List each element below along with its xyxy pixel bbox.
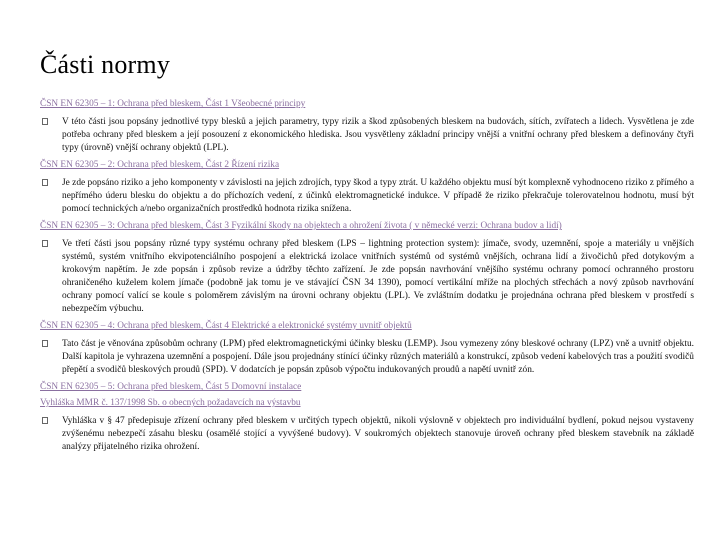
section-2-bullet-item xyxy=(40,177,694,216)
section-2-heading-link[interactable]: ČSN EN 62305 – 2: Ochrana před bleskem, Část 2 Řízení rizika xyxy=(40,160,280,170)
section-1-text: V této části jsou popsány jednotlivé typy blesků a jejich parametry, typy rizik a škod způsobených bleskem na budovách, sítích, zvířatech a lidech. Vysvětlena je zde potřeba ochrany před bleskem a její posouzení z ekonomického hlediska. Jsou vysvětleny základní principy vnější a vnitřní ochrany před bleskem a definovány čtyři typy (úrovně) vnější ochrany objektů (LPL). xyxy=(62,117,694,153)
section-3-bullet-item xyxy=(40,238,694,316)
slide-content xyxy=(40,98,694,458)
section-4-heading-link[interactable]: ČSN EN 62305 – 4: Ochrana před bleskem, Část 4 Elektrické a elektronické systémy uvnitř objektů xyxy=(40,321,412,331)
section-2-text: Je zde popsáno riziko a jeho komponenty v závislosti na jejich zdrojích, typy škod a typy ztrát. U každého objektu musí být komplexně vyhodnoceno riziko z přímého a nepřímého úderu blesku do objektu a do příchozích vedení, z účinků elektromagnetické indukce. V případě že riziko překračuje tolerovatelnou hodnotu, musí být pomocí technických a/nebo organizačních prostředků hodnota rizika snížena. xyxy=(62,178,694,214)
section-3-heading-link[interactable]: ČSN EN 62305 – 3: Ochrana před bleskem, Část 3 Fyzikální škody na objektech a ohrožení života ( v německé verzi: Ochrana budov a lidí) xyxy=(40,221,562,231)
square-bullet-icon xyxy=(40,116,62,128)
page-title: Části normy xyxy=(40,50,171,79)
square-bullet-icon xyxy=(40,238,62,250)
square-bullet-icon xyxy=(40,415,62,427)
section-5-text: Vyhláška v § 47 předepisuje zřízení ochrany před bleskem v určitých typech objektů, nikoli výslovně v objektech pro individuální bydlení, pokud nejsou vystaveny zvýšenému nebezpečí zásahu blesku (osamělé stojící a vyvýšené budovy). V soukromých objektech stanovuje úroveň ochrany před bleskem stavebník na základě analýzy přijatelného rizika ohrožení. xyxy=(62,416,694,452)
section-5-heading-link[interactable]: ČSN EN 62305 – 5: Ochrana před bleskem, Část 5 Domovní instalace xyxy=(40,382,302,392)
section-5-subheading-link[interactable]: Vyhláška MMR č. 137/1998 Sb. o obecných požadavcích na výstavbu xyxy=(40,398,301,408)
square-bullet-icon xyxy=(40,338,62,350)
section-1-bullet-item xyxy=(40,116,694,155)
section-1-heading-link[interactable]: ČSN EN 62305 – 1: Ochrana před bleskem, Část 1 Všeobecné principy xyxy=(40,99,306,109)
square-bullet-icon xyxy=(40,177,62,189)
section-4-text: Tato část je věnována způsobům ochrany (LPM) před elektromagnetickými účinky blesku (LEMP). Jsou vymezeny zóny bleskové ochrany (LPZ) vně a uvnitř objektu. Další kapitola je vyhrazena uzemnění a pospojení. Dále jsou projednány stínící účinky různých materiálů a konstrukcí, způsob vedení kabelových tras a použití svodičů přepětí a svodičů bleskových proudů (SPD). V dodatcích je popsán způsob výpočtu indukovaných proudů a napětí uvnitř zón. xyxy=(62,339,694,375)
section-3-text: Ve třetí části jsou popsány různé typy systému ochrany před bleskem (LPS – lightning protection system): jímače, svody, uzemnění, spoje a materiály u vnějších systémů, systém vnitřního ekvipotenciálního pospojení a elektrická izolace vnitřních systémů od systémů vnějších, ochrana lidí a živočichů před dotykovým a krokovým napětím. Je zde popsán i způsob revize a údržby těchto zařízení. Je zde popsán navrhování vnějšího systému ochrany pomocí ochranného prostoru ohraničeného kuželem kolem jímače (podobně jak tomu je ve stávající ČSN 34 1390), pomocí vertikální mříže na plochých střechách a nový způsob navrhování ochrany pomocí valící se koule s poloměrem závislým na úrovni ochrany objektu (LPL). Ve zvláštním dodatku je projednána ochrana před bleskem v prostředí s nebezpečím výbuchu. xyxy=(62,239,694,314)
section-5-bullet-item xyxy=(40,415,694,454)
section-4-bullet-item xyxy=(40,338,694,377)
